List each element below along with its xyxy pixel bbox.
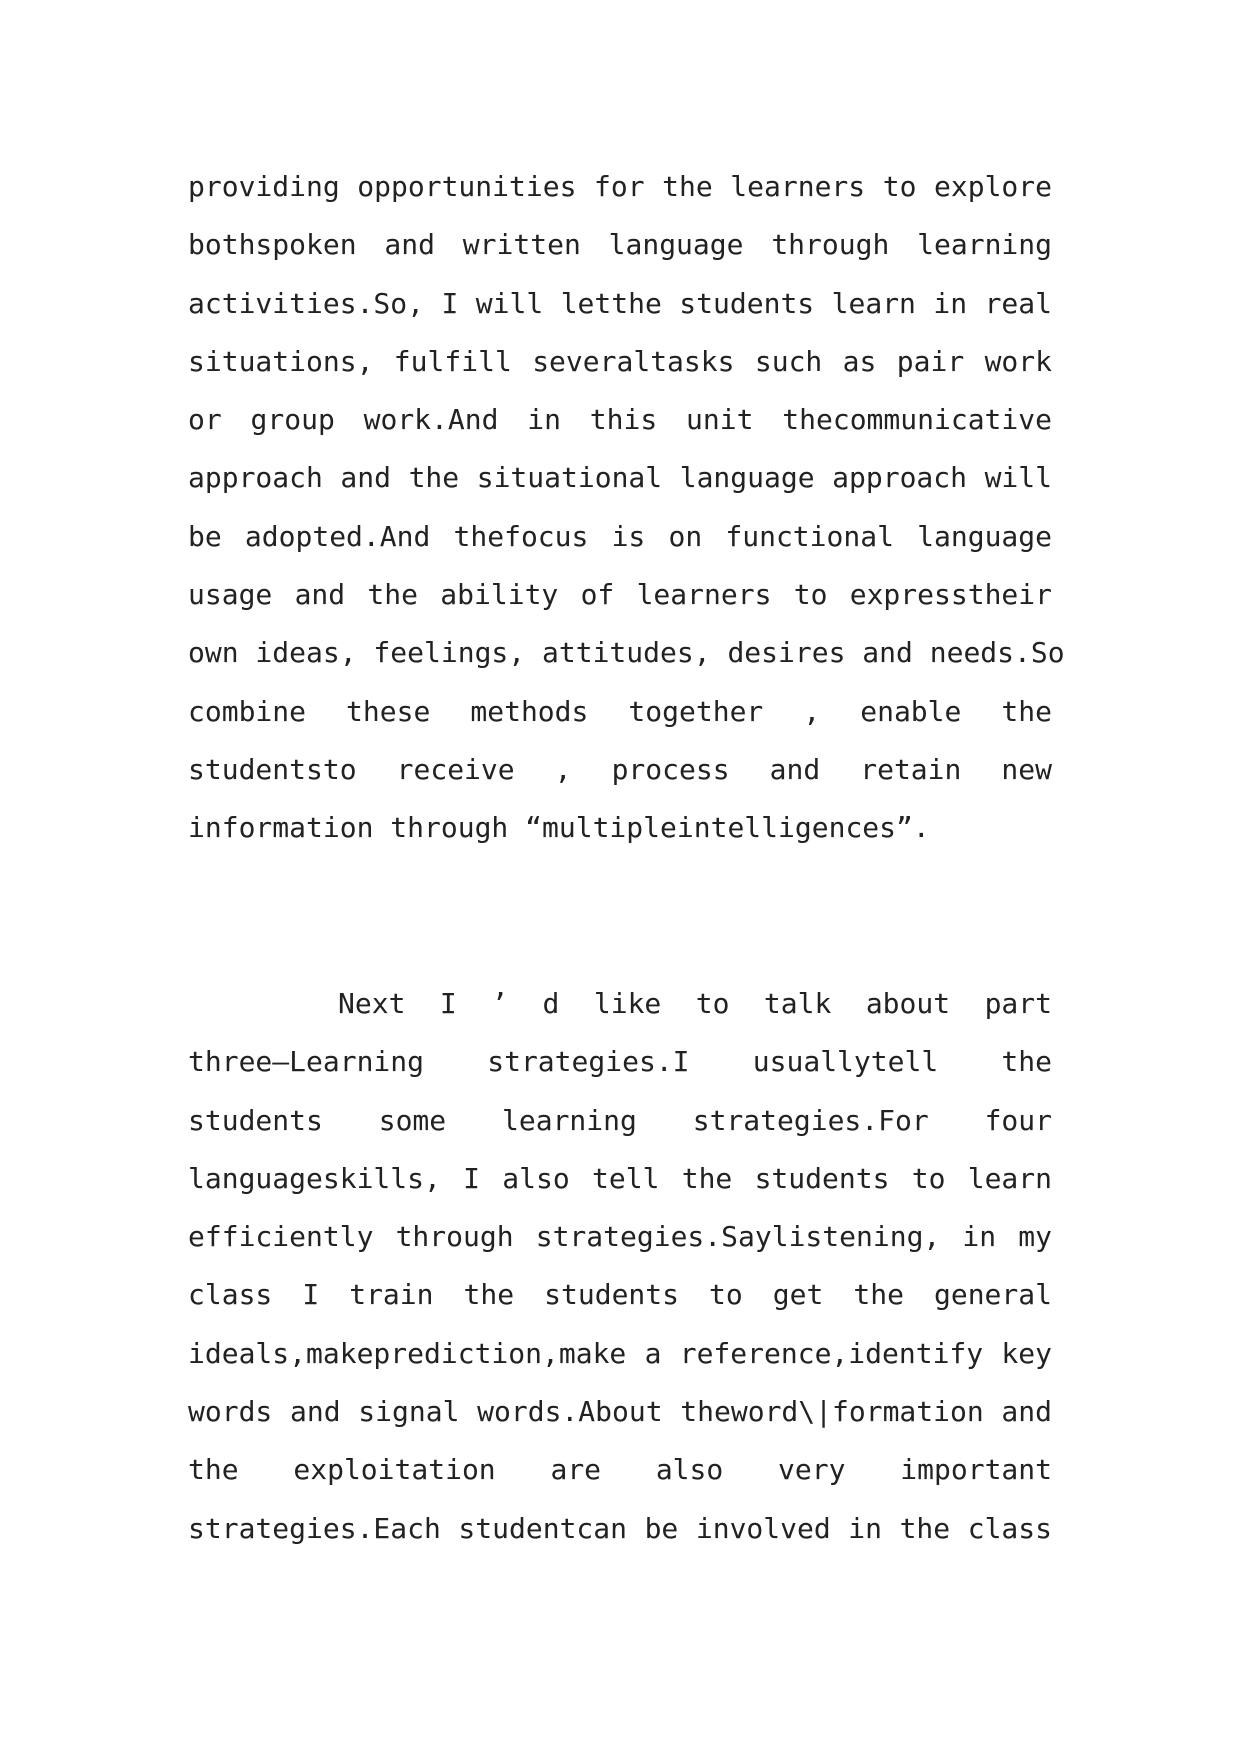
text-line: activities.So, I will letthe students learn in real: [188, 286, 1052, 320]
text-line: words and signal words.About theword\|formation and: [188, 1395, 1052, 1429]
text-line: be adopted.And thefocus is on functional language: [188, 519, 1052, 553]
text-line: information through “multipleintelligences”.: [188, 811, 930, 845]
text-line: approach and the situational language approach will: [188, 461, 1052, 495]
text-line: situations, fulfill severaltasks such as pair work: [188, 344, 1052, 378]
text-line: own ideas, feelings, attitudes, desires and needs.So: [188, 636, 1065, 670]
paragraph-teaching-methods: [188, 158, 1065, 858]
text-line: usage and the ability of learners to expresstheir: [188, 578, 1052, 612]
text-line: students some learning strategies.For four: [188, 1103, 1052, 1137]
text-line: or group work.And in this unit thecommunicative: [188, 403, 1052, 437]
text-line: studentsto receive , process and retain new: [188, 752, 1052, 786]
text-line: efficiently through strategies.Saylistening, in my: [188, 1220, 1052, 1254]
text-line: bothspoken and written language through learning: [188, 228, 1052, 262]
text-line: the exploitation are also very important: [188, 1453, 1052, 1487]
text-line: three—Learning strategies.I usuallytell the: [188, 1045, 1052, 1079]
text-line: class I train the students to get the general: [188, 1278, 1052, 1312]
text-line: languageskills, I also tell the students to learn: [188, 1161, 1052, 1195]
paragraph-learning-strategies: [188, 975, 1052, 1558]
text-line: providing opportunities for the learners to explore: [188, 170, 1052, 203]
text-line: strategies.Each studentcan be involved in the class: [188, 1511, 1052, 1545]
text-line: Next I ’ d like to talk about part: [338, 987, 1052, 1020]
text-line: ideals,makeprediction,make a reference,identify key: [188, 1336, 1052, 1370]
text-line: combine these methods together , enable the: [188, 694, 1052, 728]
